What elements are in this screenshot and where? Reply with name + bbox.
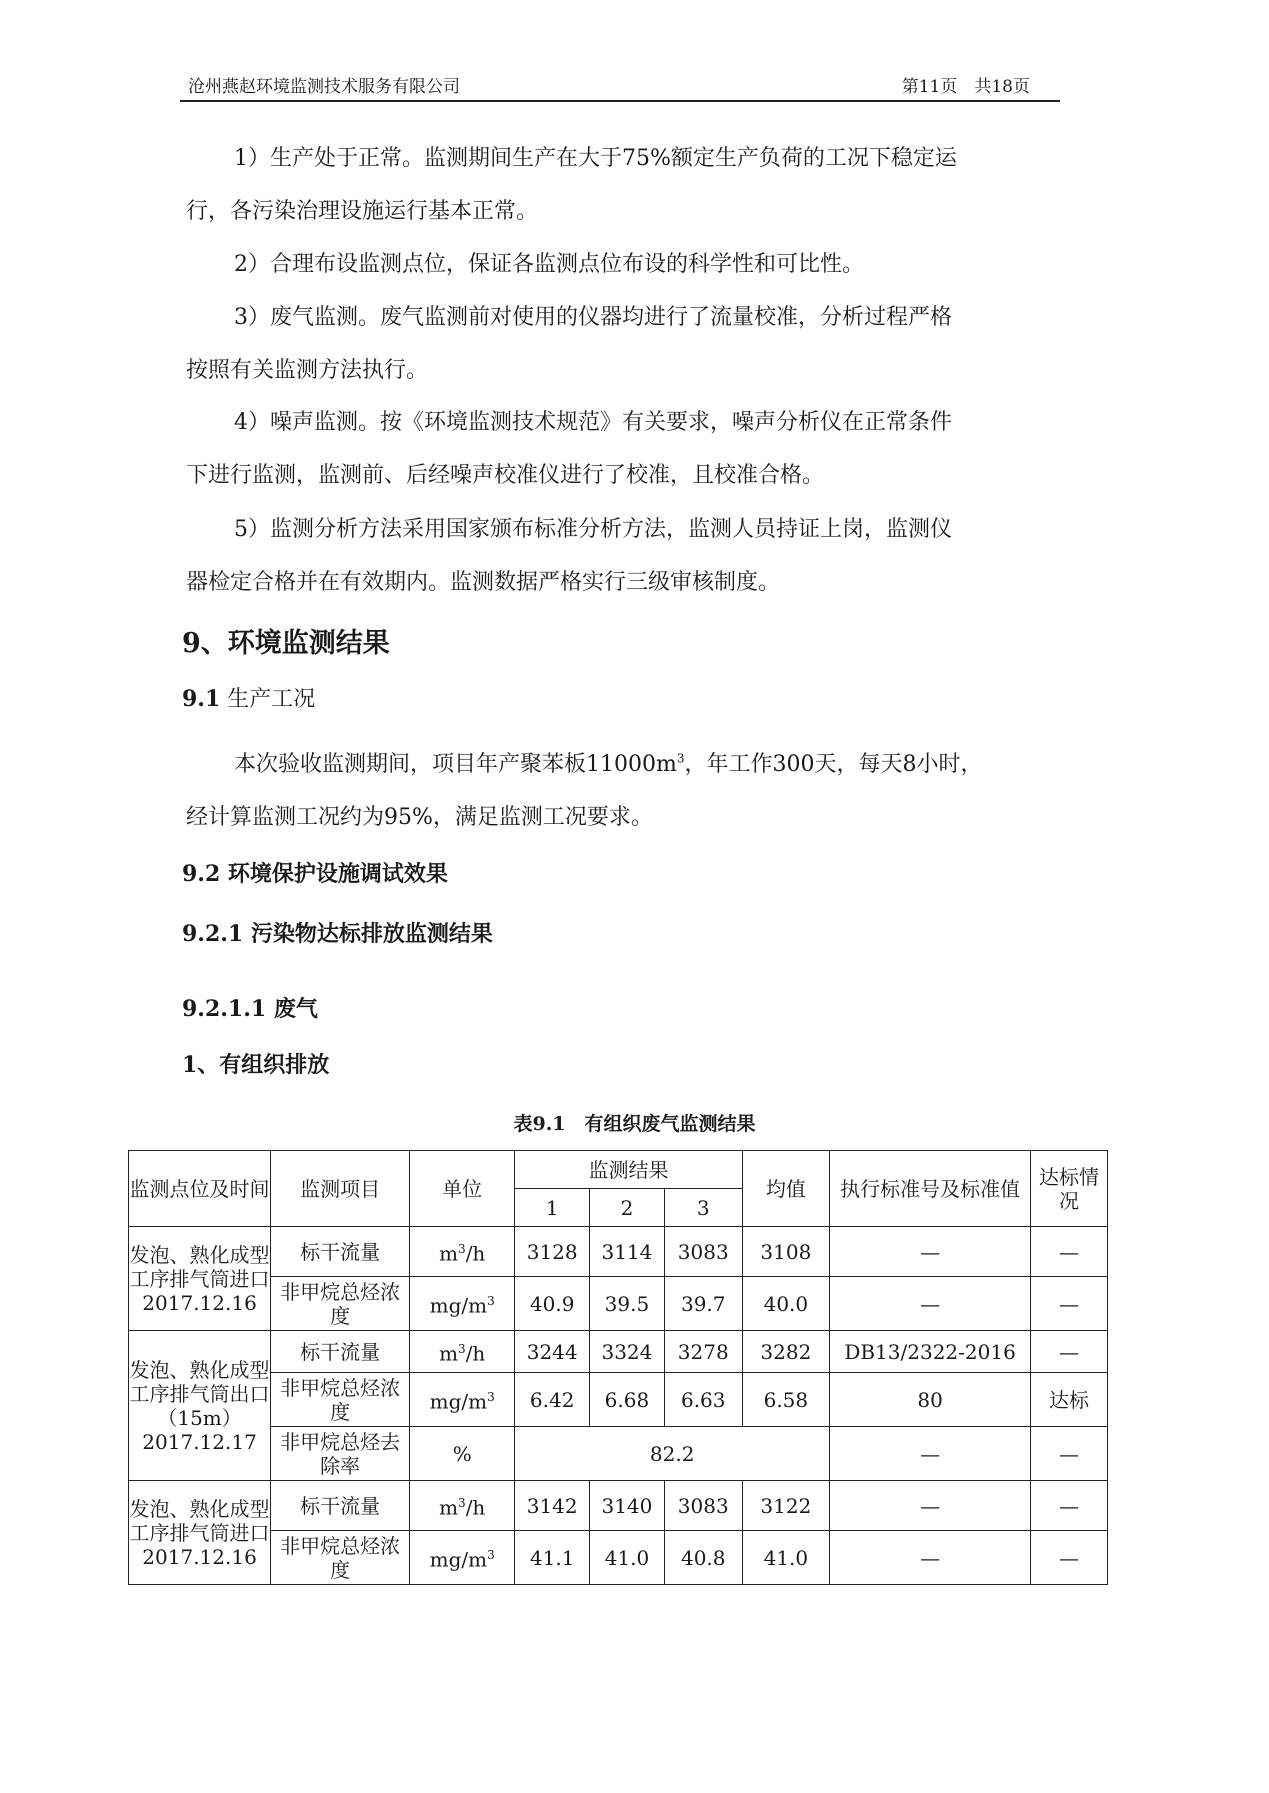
mean-cell: 6.58 [742,1373,829,1427]
mean-cell: 3122 [742,1481,829,1531]
qa-paragraph-3: 3）废气监测。废气监测前对使用的仪器均进行了流量校准，分析过程严格 按照有关监测方法执行。 [186,305,952,383]
value-cell: 3142 [515,1481,590,1531]
standard-cell: — [830,1277,1031,1331]
item-cell: 标干流量 [271,1331,410,1373]
merged-value-cell: 82.2 [515,1427,830,1481]
value-cell: 3083 [664,1481,742,1531]
table-row [129,1481,1108,1531]
value-cell: 3140 [590,1481,665,1531]
location-cell: 发泡、熟化成型工序排气筒出口（15m）2017.12.17 [129,1331,271,1481]
section-9-1-heading: 9.1 生产工况 [182,686,316,712]
compliance-cell: — [1031,1481,1108,1531]
standard-cell: 80 [830,1373,1031,1427]
item-cell: 标干流量 [271,1481,410,1531]
value-cell: 3324 [590,1331,665,1373]
mean-cell: 41.0 [742,1531,829,1585]
compliance-cell: — [1031,1277,1108,1331]
section-9-heading: 9、环境监测结果 [182,628,390,659]
value-cell: 6.68 [590,1373,665,1427]
standard-cell: — [830,1427,1031,1481]
company-name: 沧州燕赵环境监测技术服务有限公司 [188,77,460,97]
compliance-cell: — [1031,1427,1108,1481]
table-row [129,1277,1108,1331]
header-results: 监测结果 [515,1151,742,1189]
header-item: 监测项目 [271,1151,410,1227]
mean-cell: 40.0 [742,1277,829,1331]
qa-paragraph-5: 5）监测分析方法采用国家颁布标准分析方法，监测人员持证上岗，监测仪 器检定合格并在有效期内。监测数据严格实行三级审核制度。 [186,517,952,595]
unit-cell: $mg/m^3$ [410,1277,515,1331]
standard-cell: — [830,1227,1031,1277]
section-9-2-1-1-heading: 9.2.1.1 废气 [182,996,318,1022]
header-location: 监测点位及时间 [129,1151,271,1227]
value-cell: 3114 [590,1227,665,1277]
page-header [180,66,1060,102]
qa-paragraph-1: 1）生产处于正常。监测期间生产在大于75%额定生产负荷的工况下稳定运 行，各污染治理设施运行基本正常。 [186,146,957,224]
qa-paragraph-2: 2）合理布设监测点位，保证各监测点位布设的科学性和可比性。 [234,252,864,277]
page-number: 第11页 共18页 [901,77,1030,97]
unit-cell: $m^3/h$ [410,1331,515,1373]
location-cell: 发泡、熟化成型工序排气筒进口2017.12.16 [129,1481,271,1585]
item-cell: 非甲烷总烃浓度 [271,1277,410,1331]
value-cell: 40.8 [664,1531,742,1585]
value-cell: 39.7 [664,1277,742,1331]
value-cell: 41.1 [515,1531,590,1585]
value-cell: 3083 [664,1227,742,1277]
standard-cell: — [830,1531,1031,1585]
table-row [129,1531,1108,1585]
value-cell: 3128 [515,1227,590,1277]
production-paragraph: 本次验收监测期间，项目年产聚苯板$11000m^3$，年工作300天，每天8小时， 经计算监测工况约为95%，满足监测工况要求。 [186,752,983,831]
item-cell: 非甲烷总烃去除率 [271,1427,410,1481]
unit-cell: $m^3/h$ [410,1227,515,1277]
header-result-1: 1 [515,1189,590,1227]
subsection-1-heading: 1、有组织排放 [182,1052,330,1078]
value-cell: 40.9 [515,1277,590,1331]
compliance-cell: — [1031,1531,1108,1585]
monitoring-table [128,1150,1108,1585]
header-unit: 单位 [410,1151,515,1227]
standard-cell: DB13/2322-2016 [830,1331,1031,1373]
header-compliance: 达标情况 [1031,1151,1108,1227]
unit-cell: $mg/m^3$ [410,1531,515,1585]
item-cell: 非甲烷总烃浓度 [271,1531,410,1585]
value-cell: 41.0 [590,1531,665,1585]
compliance-cell: — [1031,1227,1108,1277]
item-cell: 非甲烷总烃浓度 [271,1373,410,1427]
value-cell: 6.63 [664,1373,742,1427]
header-result-3: 3 [664,1189,742,1227]
unit-cell: $m^3/h$ [410,1481,515,1531]
header-mean: 均值 [742,1151,829,1227]
section-9-2-1-heading: 9.2.1 污染物达标排放监测结果 [182,921,493,947]
standard-cell: — [830,1481,1031,1531]
table-row [129,1373,1108,1427]
location-cell: 发泡、熟化成型工序排气筒进口2017.12.16 [129,1227,271,1331]
header-standard: 执行标准号及标准值 [830,1151,1031,1227]
table-row [129,1227,1108,1277]
table-row [129,1331,1108,1373]
section-9-2-heading: 9.2 环境保护设施调试效果 [182,861,448,887]
value-cell: 39.5 [590,1277,665,1331]
unit-cell: % [410,1427,515,1481]
table-header-row [129,1151,1108,1189]
table-caption: 表9.1 有组织废气监测结果 [513,1113,756,1135]
qa-paragraph-4: 4）噪声监测。按《环境监测技术规范》有关要求，噪声分析仪在正常条件 下进行监测，监测前、后经噪声校准仪进行了校准，且校准合格。 [186,410,952,488]
unit-cell: $mg/m^3$ [410,1373,515,1427]
mean-cell: 3108 [742,1227,829,1277]
value-cell: 6.42 [515,1373,590,1427]
mean-cell: 3282 [742,1331,829,1373]
compliance-cell: — [1031,1331,1108,1373]
item-cell: 标干流量 [271,1227,410,1277]
header-result-2: 2 [590,1189,665,1227]
value-cell: 3244 [515,1331,590,1373]
compliance-cell: 达标 [1031,1373,1108,1427]
value-cell: 3278 [664,1331,742,1373]
table-row [129,1427,1108,1481]
